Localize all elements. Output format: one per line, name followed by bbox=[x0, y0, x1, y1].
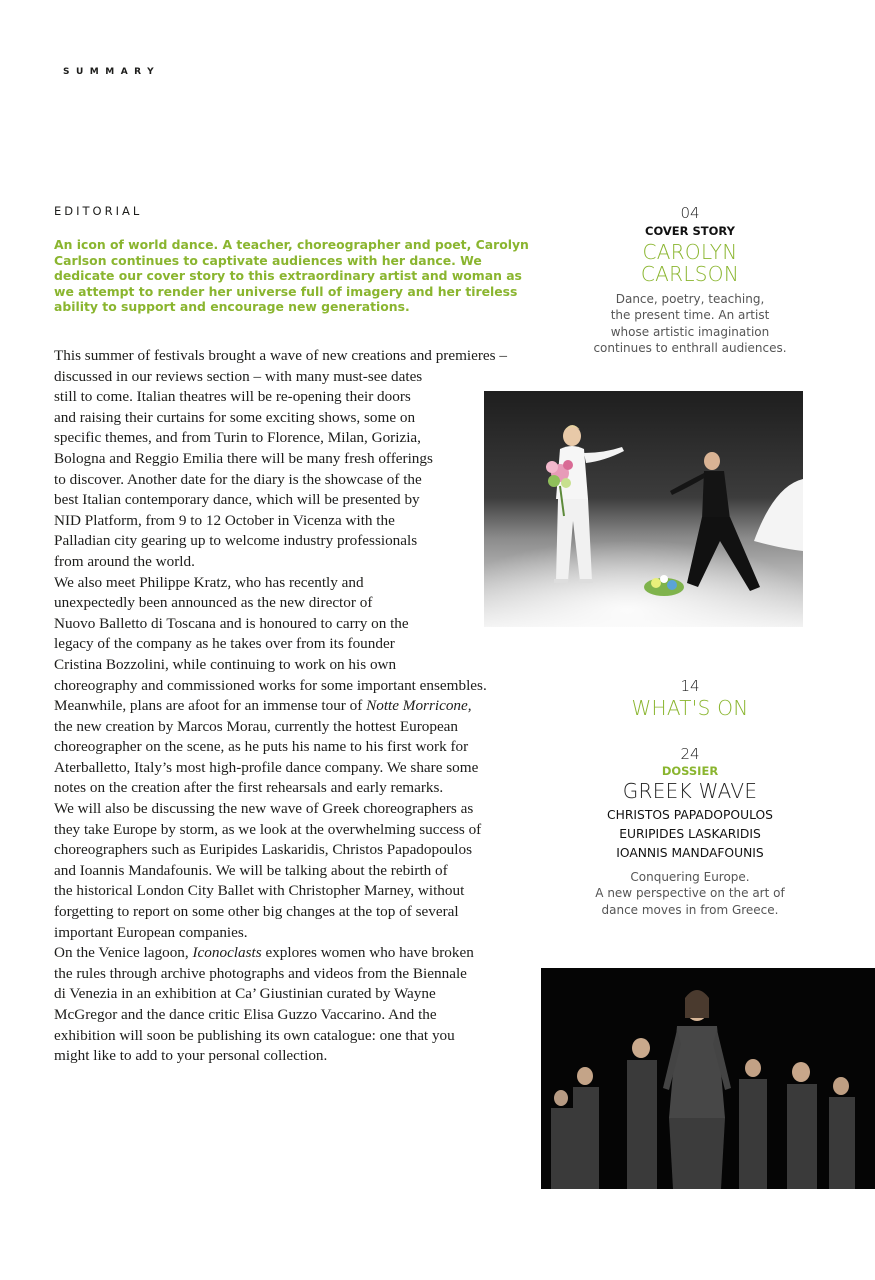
body-line: McGregor and the dance critic Elisa Guzzo Vaccarino. And the bbox=[54, 1006, 437, 1023]
body-line: unexpectedly been announced as the new director of bbox=[54, 594, 373, 612]
toc-dossier[interactable] bbox=[585, 745, 795, 918]
cover-description: Dance, poetry, teaching, the present time. An artist whose artistic imagination continues to enthrall audiences. bbox=[593, 292, 787, 355]
toc-whats-on[interactable] bbox=[600, 677, 780, 719]
body-line: still to come. Italian theatres will be re-opening their doors bbox=[54, 388, 411, 406]
editorial-body bbox=[54, 346, 507, 1067]
body-line: discussed in our reviews section – with many must-see dates bbox=[54, 367, 423, 385]
body-line: We also meet Philippe Kratz, who has recently and bbox=[54, 573, 364, 591]
whats-on-page-number: 14 bbox=[680, 677, 700, 695]
body-line: specific themes, and from Turin to Florence, Milan, Gorizia, bbox=[54, 429, 421, 447]
dossier-page-number: 24 bbox=[680, 745, 700, 763]
dossier-title: GREEK WAVE bbox=[622, 779, 758, 803]
toc-cover-story[interactable] bbox=[580, 204, 800, 356]
dossier-description: Conquering Europe. A new perspective on the art of dance moves in from Greece. bbox=[595, 870, 785, 917]
body-line: from around the world. bbox=[54, 552, 195, 570]
cover-title-line2: CARLSON bbox=[640, 262, 740, 286]
body-line: they take Europe by storm, as we look at the overwhelming success of bbox=[54, 820, 482, 838]
body-line: Aterballetto, Italy’s most high-profile dance company. We share some bbox=[54, 758, 479, 776]
body-line: We will also be discussing the new wave of Greek choreographers as bbox=[54, 800, 474, 818]
body-line: important European companies. bbox=[54, 923, 248, 941]
body-line: Nuovo Balletto di Toscana and is honoured to carry on the bbox=[54, 614, 409, 632]
body-line: choreography and commissioned works for some important ensembles. bbox=[54, 676, 487, 694]
body-line: and raising their curtains for some exciting shows, some on bbox=[54, 408, 416, 426]
body-line: Cristina Bozzolini, while continuing to work on his own bbox=[54, 655, 397, 673]
whats-on-title: WHAT'S ON bbox=[631, 696, 749, 720]
dossier-photo bbox=[541, 968, 875, 1189]
body-line: to discover. Another date for the diary is the showcase of the bbox=[54, 470, 422, 488]
exhibition-title: Iconoclasts bbox=[192, 944, 262, 962]
body-line: best Italian contemporary dance, which will be presented by bbox=[54, 491, 420, 509]
body-line: NID Platform, from 9 to 12 October in Vicenza with the bbox=[54, 511, 395, 529]
body-line: choreographers such as Euripides Laskaridis, Christos Papadopoulos bbox=[54, 841, 472, 859]
cover-page-number: 04 bbox=[680, 204, 700, 222]
body-line: the historical London City Ballet with Christopher Marney, without bbox=[54, 882, 465, 900]
body-line: choreographer on the scene, as he puts his name to his first work for bbox=[54, 738, 469, 756]
cover-title-line1: CAROLYN bbox=[642, 240, 738, 264]
body-line: forgetting to report on some other big changes at the top of several bbox=[54, 903, 459, 921]
editorial-label: EDITORIAL bbox=[54, 204, 143, 218]
body-line: the rules through archive photographs and videos from the Biennale bbox=[54, 964, 467, 982]
editorial-lead: An icon of world dance. A teacher, choreographer and poet, Carolyn Carlson continues to captivate audiences with her dance. We dedicate our cover story to this extraordinary artist and woman as we attempt to render her universe full of imagery and her tireless ability to support and encourage new generations. bbox=[54, 237, 529, 315]
work-title: Notte Morricone, bbox=[366, 697, 472, 715]
summary-label: SUMMARY bbox=[63, 67, 161, 77]
body-line: di Venezia in an exhibition at Ca’ Giustinian curated by Wayne bbox=[54, 985, 436, 1003]
body-line: notes on the creation after the first rehearsals and early remarks. bbox=[54, 779, 444, 797]
body-line: the new creation by Marcos Morau, currently the hottest European bbox=[54, 717, 459, 735]
body-line: might like to add to your personal collection. bbox=[54, 1047, 328, 1065]
dossier-category: DOSSIER bbox=[661, 764, 719, 778]
dossier-choreographers: CHRISTOS PAPADOPOULOS EURIPIDES LASKARIDIS IOANNIS MANDAFOUNIS bbox=[607, 808, 773, 860]
cover-story-photo bbox=[484, 391, 803, 627]
body-line: and Ioannis Mandafounis. We will be talking about the rebirth of bbox=[54, 861, 448, 879]
body-line: On the Venice lagoon, Iconoclasts explores women who have broken bbox=[54, 944, 474, 962]
body-line: Palladian city gearing up to welcome industry professionals bbox=[54, 532, 418, 550]
body-line: Meanwhile, plans are afoot for an immense tour of Notte Morricone, bbox=[54, 697, 472, 715]
body-line: This summer of festivals brought a wave of new creations and premieres – bbox=[54, 347, 507, 364]
cover-category: COVER STORY bbox=[645, 224, 735, 238]
body-line: exhibition will soon be publishing its own catalogue: one that you bbox=[54, 1026, 455, 1044]
body-line: legacy of the company as he takes over from its founder bbox=[54, 635, 395, 653]
body-line: Bologna and Reggio Emilia there will be many fresh offerings bbox=[54, 449, 433, 467]
